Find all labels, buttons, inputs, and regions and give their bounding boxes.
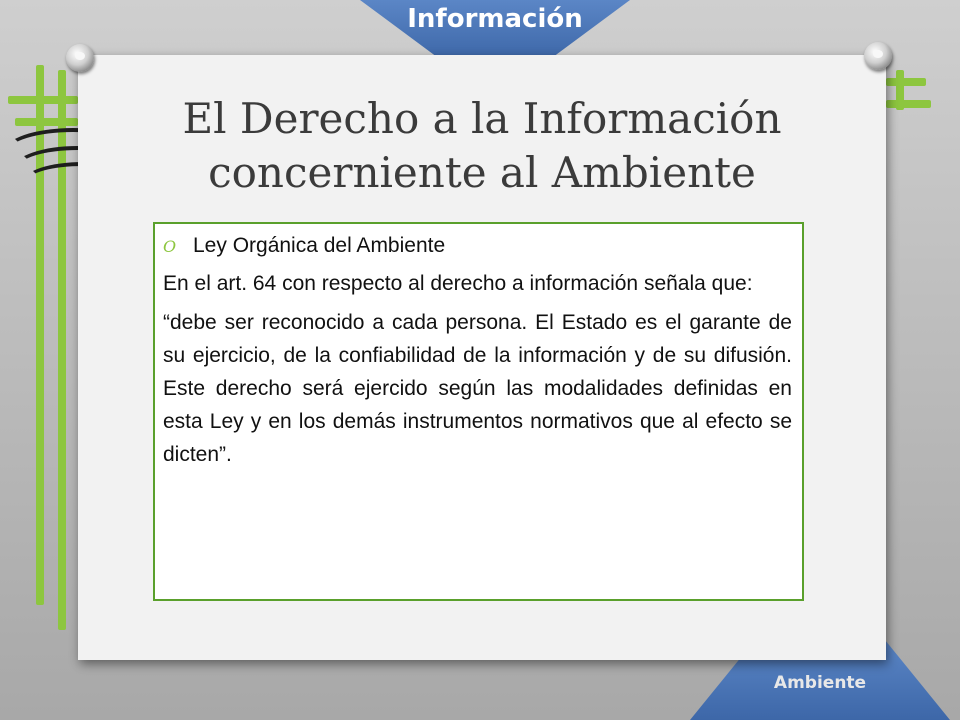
decor-green-bar xyxy=(896,70,904,110)
bullet-item xyxy=(163,232,792,261)
pushpin-icon xyxy=(864,42,892,70)
paragraph-quote: “debe ser reconocido a cada persona. El Estado es el garante de su ejercicio, de la confiabilidad de la información y de su difusión. Este derecho será ejercido según las modalidades definidas en esta Ley y en los demás instrumentos normativos que al efecto se dicten”. xyxy=(163,311,792,466)
slide-title-line: concerniente al Ambiente xyxy=(208,148,756,197)
slide-title-line: El Derecho a la Información xyxy=(182,94,782,143)
decor-green-bar xyxy=(886,78,926,86)
pushpin-icon xyxy=(66,44,94,72)
top-banner-label: Información xyxy=(407,4,583,34)
paragraph-intro: En el art. 64 con respecto al derecho a información señala que: xyxy=(163,272,753,295)
decor-green-bar xyxy=(8,96,78,104)
decor-green-bar xyxy=(15,118,78,126)
content-box xyxy=(153,222,804,601)
bottom-banner-label: Ambiente xyxy=(773,673,867,693)
decor-green-bar xyxy=(886,100,931,108)
slide-title xyxy=(90,92,874,200)
bullet-text: Ley Orgánica del Ambiente xyxy=(193,234,446,257)
bullet-icon: O xyxy=(163,237,177,256)
